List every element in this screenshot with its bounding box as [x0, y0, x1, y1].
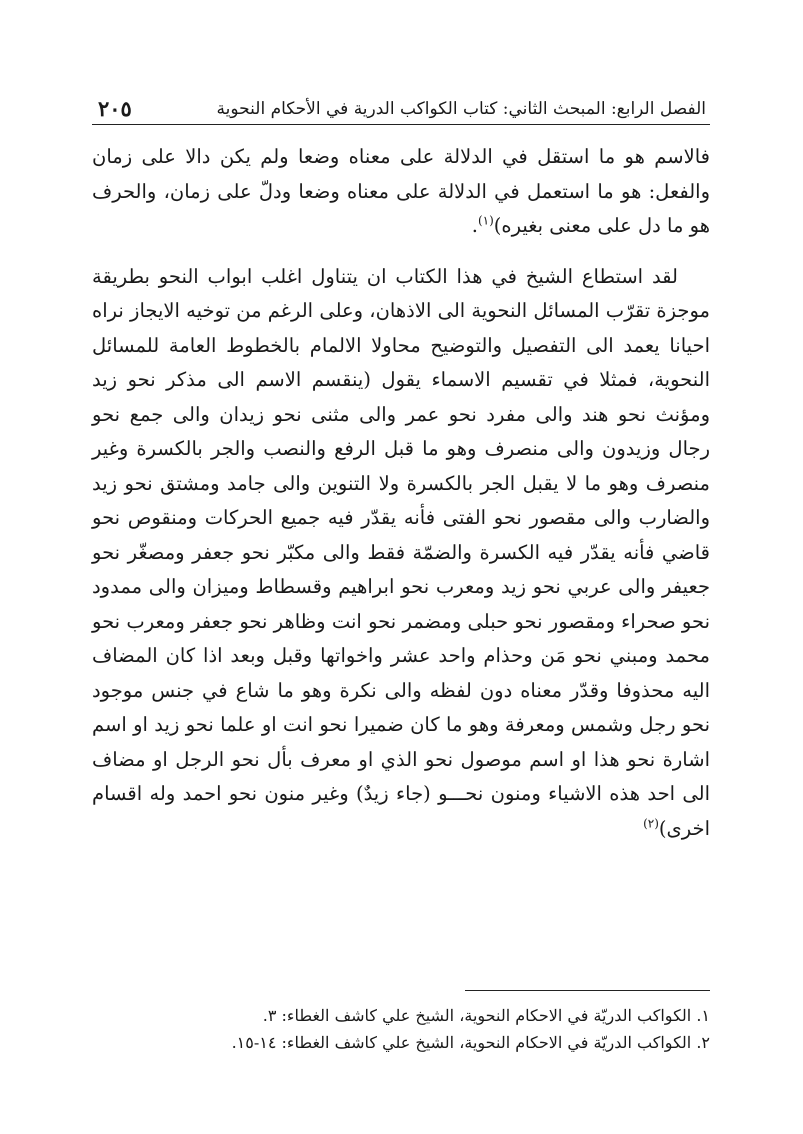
footnote-ref-1: (١): [477, 213, 494, 228]
running-title: الفصل الرابع: المبحث الثاني: كتاب الكواكب الدرية في الأحكام النحوية: [216, 99, 706, 119]
paragraph-2-text: لقد استطاع الشيخ في هذا الكتاب ان يتناول اغلب ابواب النحو بطريقة موجزة تقرّب المسائل النحوية الى الاذهان، وعلى الرغم من توخيه الايجاز نراه احيانا يعمد الى التفصيل والتوضيح محاولا الالمام بالخطوط العامة للمسائل النحوية، فمثلا في تقسيم الاسماء يقول (ينقسم الاسم الى مذكر نحو زيد ومؤنث نحو هند والى مفرد نحو عمر والى مثنى نحو زيدان والى جمع نحو رجال وزيدون والى منصرف وهو ما قبل الرفع والنصب والجر بالكسرة وغير منصرف وهو ما لا يقبل الجر بالكسرة ولا التنوين والى جامد ومشتق نحو زيد والضارب والى مقصور نحو الفتى فأنه يقدّر فيه جميع الحركات ومنقوص نحو قاضي فأنه يقدّر فيه الكسرة والضمّة فقط والى مكبّر نحو جعفر ومصغّر نحو جعيفر والى عربي نحو زيد ومعرب نحو ابراهيم وقسطاط وميزان والى ممدود نحو صحراء ومقصور نحو حبلى ومضمر نحو انت وظاهر نحو جعفر ومعرب نحو محمد ومبني نحو مَن وحذام واحد عشر واخواتها وقبل وبعد اذا كان المضاف اليه محذوفا وقدّر معناه دون لفظه والى نكرة وهو ما شاع في جنس موجود نحو رجل وشمس ومعرفة وهو ما كان ضميرا نحو انت او علما نحو زيد او اسم اشارة نحو هذا او اسم موصول نحو الذي او معرف بأل نحو الرجل او مضاف الى احد هذه الاشياء ومنون نحـــو (جاء زيدٌ) وغير منون نحو احمد وله اقسام اخرى): [92, 264, 710, 840]
paragraph-1-text: فالاسم هو ما استقل في الدلالة على معناه وضعا ولم يكن دالا على زمان والفعل: هو ما استعمل في الدلالة على معناه وضعا ودلّ على زمان، والحرف هو ما دل على معنى بغيره): [92, 145, 710, 237]
footnotes: [92, 1002, 710, 1056]
paragraph-1: [92, 140, 710, 244]
footnote-ref-2: (٢): [643, 816, 659, 830]
footnote-1: ١. الكواكب الدريّة في الاحكام النحوية، الشيخ علي كاشف الغطاء: ٣.: [262, 1006, 710, 1025]
page-number: ٢٠٥: [98, 96, 132, 121]
paragraph-2: [92, 260, 710, 847]
footnote-2: ٢. الكواكب الدريّة في الاحكام النحوية، الشيخ علي كاشف الغطاء: ١٤-١٥.: [231, 1033, 710, 1052]
page-header: [92, 94, 710, 125]
paragraph-1-end: .: [471, 214, 478, 237]
main-text: [92, 140, 710, 846]
footnote-separator: [465, 990, 710, 991]
